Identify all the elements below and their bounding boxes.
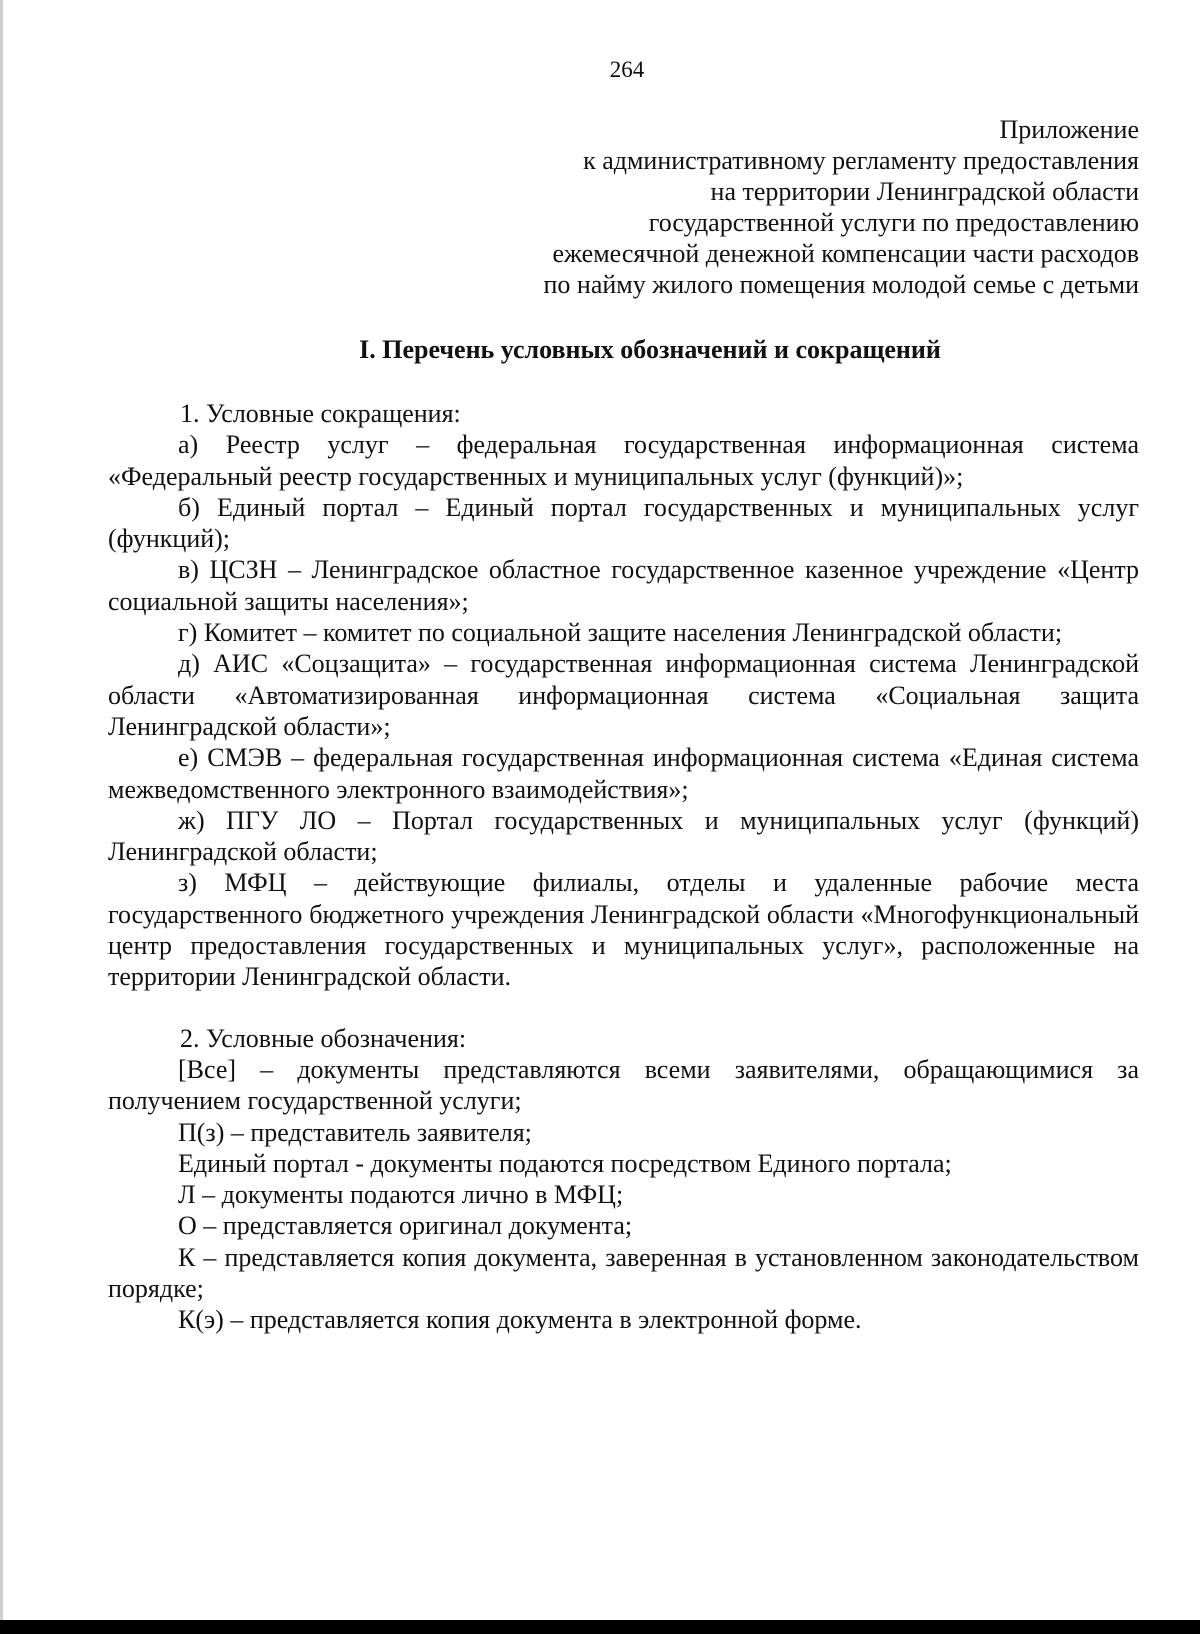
- document-body: [108, 398, 1139, 1336]
- abbreviation-item: в) ЦСЗН – Ленинградское областное государственное казенное учреждение «Центр социальной защиты населения»;: [108, 555, 1139, 616]
- abbreviation-item: з) МФЦ – действующие филиалы, отделы и удаленные рабочие места государственного бюджетного учреждения Ленинградской области «Многофункциональный центр предоставления государственных и муниципальных услуг», расположенные на территории Ленинградской области.: [108, 868, 1139, 992]
- paragraph-gap: [108, 993, 1139, 1023]
- designation-item: [Все] – документы представляются всеми заявителями, обращающимися за получением государственной услуги;: [108, 1054, 1139, 1116]
- abbreviation-item: г) Комитет – комитет по социальной защите населения Ленинградской области;: [178, 618, 1063, 648]
- appendix-line: Приложение: [999, 115, 1139, 144]
- appendix-line: на территории Ленинградской области: [710, 177, 1139, 206]
- scan-left-edge: [0, 0, 3, 1634]
- abbreviation-item: ж) ПГУ ЛО – Портал государственных и муниципальных услуг (функций) Ленинградской области;: [108, 805, 1139, 867]
- designation-item: К – представляется копия документа, заверенная в установленном законодательством порядке;: [108, 1242, 1139, 1304]
- page-number: 264: [609, 57, 645, 82]
- designation-item: Л – документы подаются лично в МФЦ;: [178, 1180, 624, 1210]
- designations-heading: 2. Условные обозначения:: [180, 1023, 467, 1053]
- designation-item: О – представляется оригинал документа;: [178, 1211, 633, 1241]
- appendix-line: к административному регламенту предоставления: [583, 146, 1139, 175]
- abbreviation-item: а) Реестр услуг – федеральная государственная информационная система «Федеральный реестр государственных и муниципальных услуг (функций)»;: [108, 430, 1139, 491]
- scan-bottom-edge: [0, 1620, 1200, 1634]
- appendix-header: [439, 114, 1139, 300]
- abbreviations-heading: 1. Условные сокращения:: [180, 399, 461, 428]
- abbreviation-item: д) АИС «Соцзащита» – государственная информационная система Ленинградской области «Автоматизированная информационная система «Социальная защита Ленинградской области»;: [108, 649, 1139, 741]
- abbreviation-item: б) Единый портал – Единый портал государственных и муниципальных услуг (функций);: [108, 492, 1139, 554]
- appendix-line: по найму жилого помещения молодой семье с детьми: [543, 270, 1139, 299]
- abbreviation-item: е) СМЭВ – федеральная государственная информационная система «Единая система межведомственного электронного взаимодействия»;: [108, 743, 1139, 804]
- appendix-line: ежемесячной денежной компенсации части расходов: [552, 239, 1139, 268]
- section-title: I. Перечень условных обозначений и сокращений: [359, 335, 941, 364]
- appendix-line: государственной услуги по предоставлению: [648, 208, 1139, 237]
- designation-item: П(з) – представитель заявителя;: [178, 1117, 532, 1147]
- designation-item: Единый портал - документы подаются посредством Единого портала;: [178, 1148, 952, 1178]
- designation-item: К(э) – представляется копия документа в электронной форме.: [178, 1305, 862, 1335]
